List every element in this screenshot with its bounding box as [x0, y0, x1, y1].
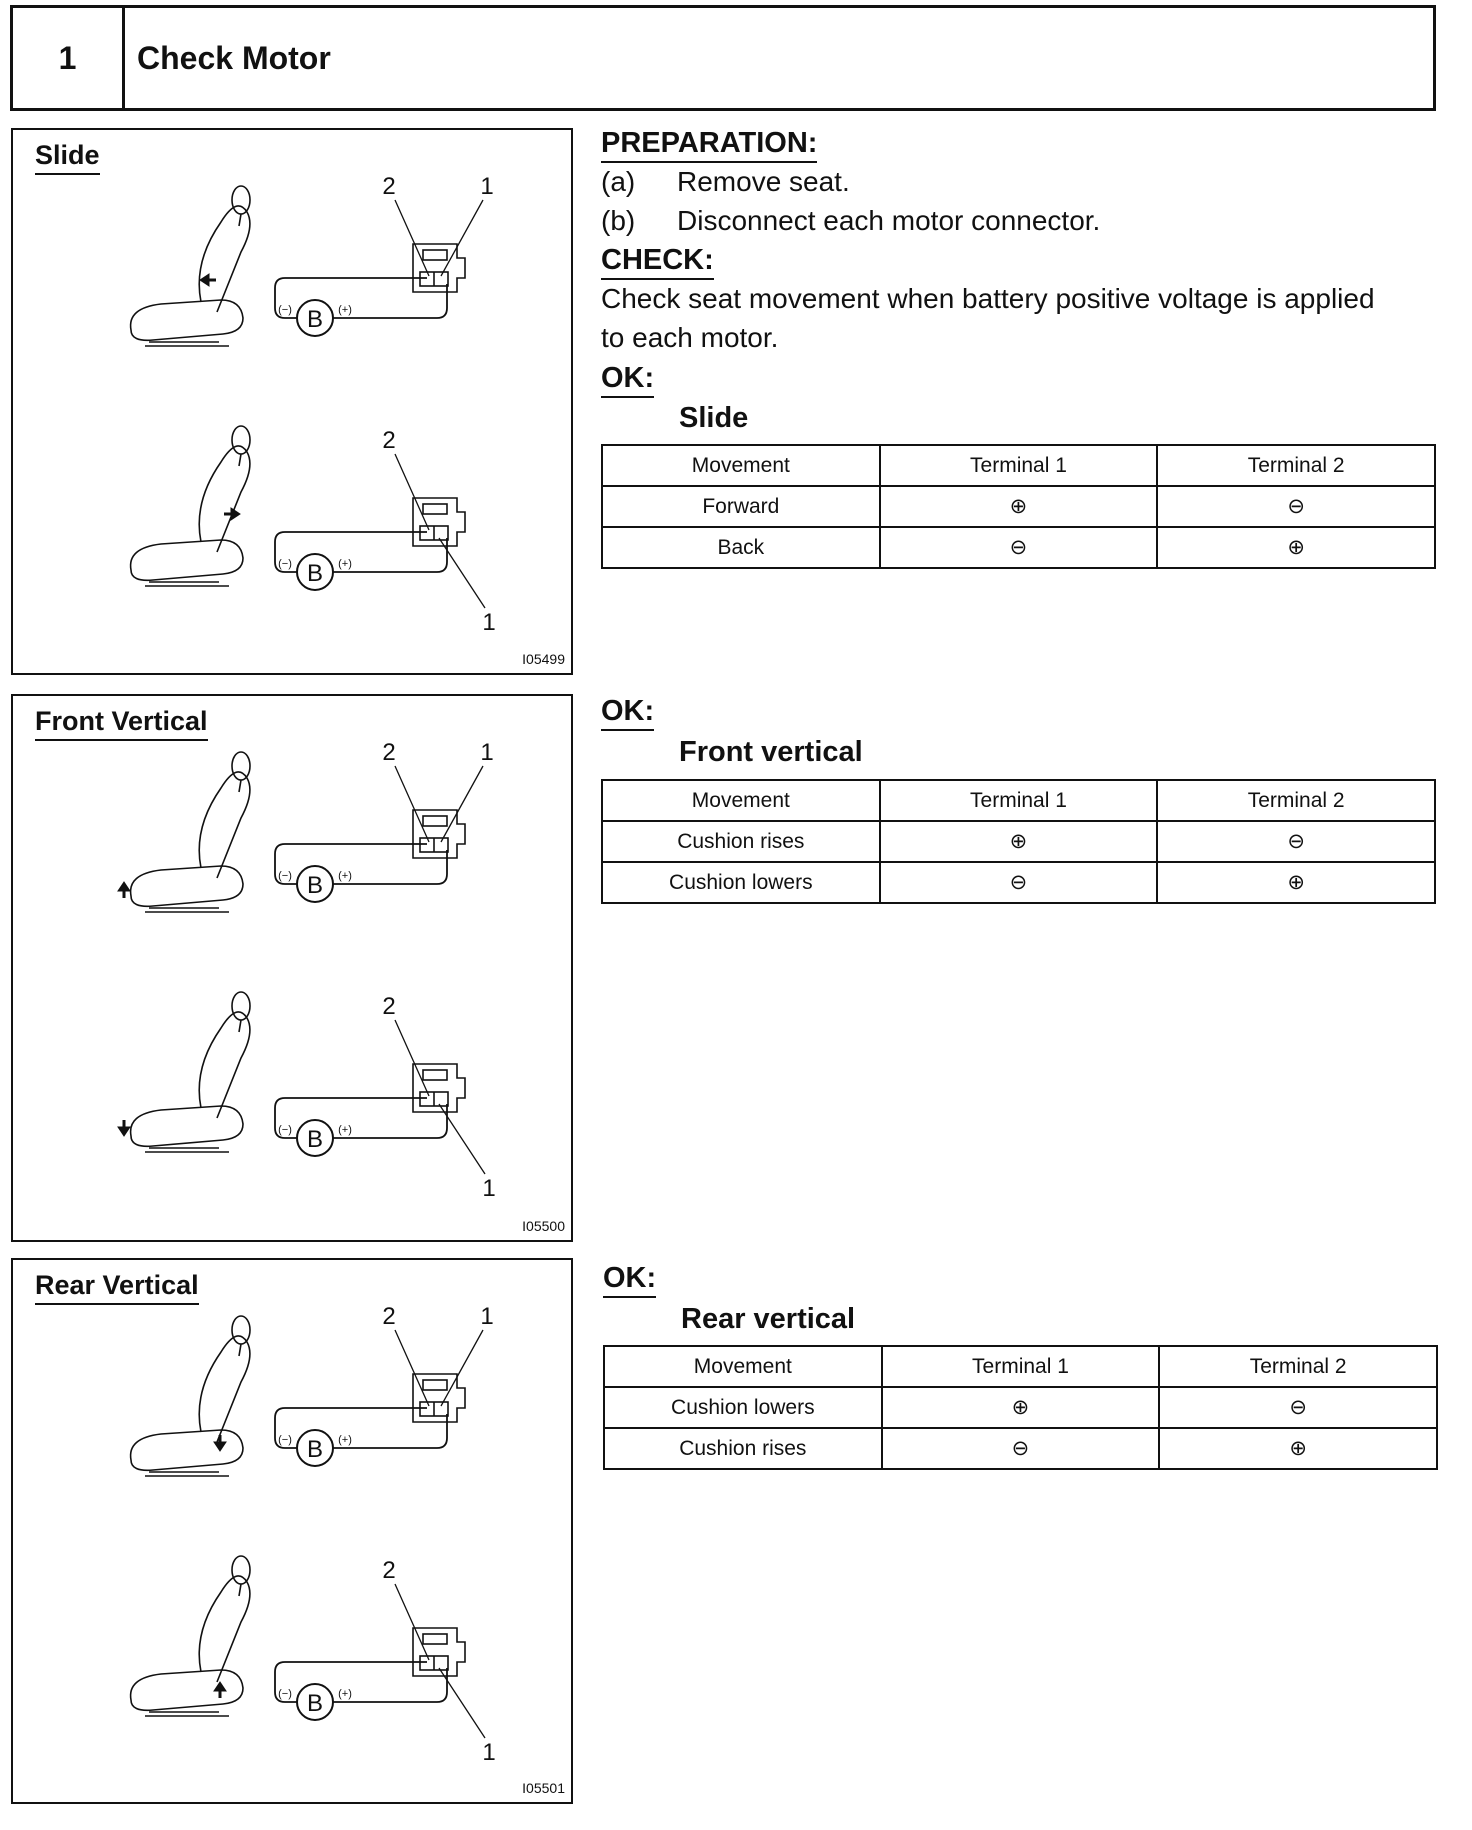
prep-step-letter-a: (a) — [601, 166, 636, 197]
step-number: 1 — [13, 8, 125, 108]
table-row — [602, 527, 1435, 568]
movement-cell: Cushion lowers — [602, 862, 880, 903]
terminal-1-label: 1 — [480, 173, 494, 200]
movement-cell: Forward — [602, 486, 880, 527]
panel-label: Front Vertical — [35, 706, 208, 741]
seat-outline — [131, 426, 250, 586]
table-row — [604, 1428, 1437, 1469]
ok-subtitle-rear-vertical: Rear vertical — [681, 1303, 856, 1335]
column-header: Movement — [604, 1346, 882, 1387]
battery-label: B — [306, 560, 324, 587]
terminal-2-label: 2 — [382, 1557, 396, 1584]
table-header-row — [602, 780, 1435, 821]
leader-lines — [395, 200, 483, 276]
illustration-svg — [13, 696, 575, 1244]
table-row — [602, 486, 1435, 527]
column-header: Movement — [602, 780, 880, 821]
motor-connector — [413, 810, 465, 858]
movement-cell: Cushion lowers — [604, 1387, 882, 1428]
ok-heading: OK: — [601, 695, 654, 731]
positive-label: (+) — [338, 870, 352, 882]
motor-connector — [413, 244, 465, 292]
ok-subtitle-slide: Slide — [679, 402, 749, 434]
column-header: Terminal 2 — [1159, 1346, 1437, 1387]
terminal-2-label: 2 — [382, 173, 396, 200]
terminal-2-label: 2 — [382, 427, 396, 454]
leader-lines — [395, 1584, 485, 1738]
column-header: Terminal 1 — [880, 445, 1158, 486]
rear-vertical-illustration-panel — [11, 1258, 573, 1804]
direction-arrow-icon — [214, 1435, 226, 1451]
negative-label: (−) — [278, 304, 292, 316]
panel-label: Rear Vertical — [35, 1270, 199, 1305]
terminal2-polarity: ⊖ — [1157, 821, 1435, 862]
column-header: Terminal 1 — [882, 1346, 1160, 1387]
table-row — [604, 1387, 1437, 1428]
figure-code: I05500 — [522, 1218, 565, 1234]
leader-lines — [395, 454, 485, 608]
seat-outline — [131, 186, 250, 346]
column-header: Terminal 2 — [1157, 445, 1435, 486]
leader-lines — [395, 1020, 485, 1174]
battery-label: B — [306, 1436, 324, 1463]
terminal1-polarity: ⊕ — [882, 1387, 1160, 1428]
panel-label: Slide — [35, 140, 100, 175]
negative-label: (−) — [278, 558, 292, 570]
positive-label: (+) — [338, 1124, 352, 1136]
terminal-2-label: 2 — [382, 1303, 396, 1330]
positive-label: (+) — [338, 304, 352, 316]
ok-heading: OK: — [603, 1262, 656, 1298]
step-title: Check Motor — [137, 39, 331, 76]
positive-label: (+) — [338, 1434, 352, 1446]
column-header: Terminal 2 — [1157, 780, 1435, 821]
positive-label: (+) — [338, 1688, 352, 1700]
prep-step-text-b: Disconnect each motor connector. — [677, 205, 1101, 236]
leader-lines — [395, 766, 483, 842]
motor-connector — [413, 1374, 465, 1422]
terminal-2-label: 2 — [382, 739, 396, 766]
movement-cell: Cushion rises — [604, 1428, 882, 1469]
terminal1-polarity: ⊕ — [880, 821, 1158, 862]
column-header: Movement — [602, 445, 880, 486]
illustration-svg — [13, 1260, 575, 1806]
table-row — [602, 862, 1435, 903]
battery-label: B — [306, 1690, 324, 1717]
slide-check-table — [601, 444, 1436, 569]
direction-arrow-icon — [224, 508, 240, 520]
battery-label: B — [306, 306, 324, 333]
terminal2-polarity: ⊕ — [1159, 1428, 1437, 1469]
front-vertical-check-table — [601, 779, 1436, 904]
prep-step-text-a: Remove seat. — [677, 166, 850, 197]
table-header-row — [602, 445, 1435, 486]
direction-arrow-icon — [214, 1682, 226, 1698]
battery-label: B — [306, 1126, 324, 1153]
direction-arrow-icon — [118, 1120, 130, 1136]
direction-arrow-icon — [200, 274, 216, 286]
negative-label: (−) — [278, 1688, 292, 1700]
negative-label: (−) — [278, 870, 292, 882]
preparation-heading: PREPARATION: — [601, 127, 817, 163]
rear-vertical-check-table — [603, 1345, 1438, 1470]
illustration-svg — [13, 130, 575, 677]
battery-label: B — [306, 872, 324, 899]
seat-outline — [131, 752, 250, 912]
terminal-1-label: 1 — [480, 1303, 494, 1330]
ok-subtitle-front-vertical: Front vertical — [679, 736, 863, 768]
terminal-1-label: 1 — [482, 609, 496, 636]
check-heading: CHECK: — [601, 244, 714, 280]
terminal2-polarity: ⊕ — [1157, 527, 1435, 568]
positive-label: (+) — [338, 558, 352, 570]
terminal-2-label: 2 — [382, 993, 396, 1020]
terminal2-polarity: ⊕ — [1157, 862, 1435, 903]
prep-step-letter-b: (b) — [601, 205, 636, 236]
terminal2-polarity: ⊖ — [1159, 1387, 1437, 1428]
ok-heading: OK: — [601, 362, 654, 398]
terminal1-polarity: ⊕ — [880, 486, 1158, 527]
direction-arrow-icon — [118, 882, 130, 898]
figure-code: I05501 — [522, 1780, 565, 1796]
seat-outline — [131, 992, 250, 1152]
seat-outline — [131, 1556, 250, 1716]
table-header-row — [604, 1346, 1437, 1387]
movement-cell: Back — [602, 527, 880, 568]
terminal2-polarity: ⊖ — [1157, 486, 1435, 527]
movement-cell: Cushion rises — [602, 821, 880, 862]
seat-outline — [131, 1316, 250, 1476]
table-row — [602, 821, 1435, 862]
slide-illustration-panel — [11, 128, 573, 675]
check-text-line-2: to each motor. — [601, 322, 779, 353]
terminal-1-label: 1 — [480, 739, 494, 766]
check-text-line-1: Check seat movement when battery positive voltage is applied — [601, 283, 1375, 314]
negative-label: (−) — [278, 1124, 292, 1136]
terminal1-polarity: ⊖ — [882, 1428, 1160, 1469]
terminal-1-label: 1 — [482, 1175, 496, 1202]
figure-code: I05499 — [522, 651, 565, 667]
negative-label: (−) — [278, 1434, 292, 1446]
leader-lines — [395, 1330, 483, 1406]
column-header: Terminal 1 — [880, 780, 1158, 821]
front-vertical-illustration-panel — [11, 694, 573, 1242]
terminal1-polarity: ⊖ — [880, 527, 1158, 568]
step-header — [10, 5, 1436, 111]
terminal-1-label: 1 — [482, 1739, 496, 1766]
terminal1-polarity: ⊖ — [880, 862, 1158, 903]
